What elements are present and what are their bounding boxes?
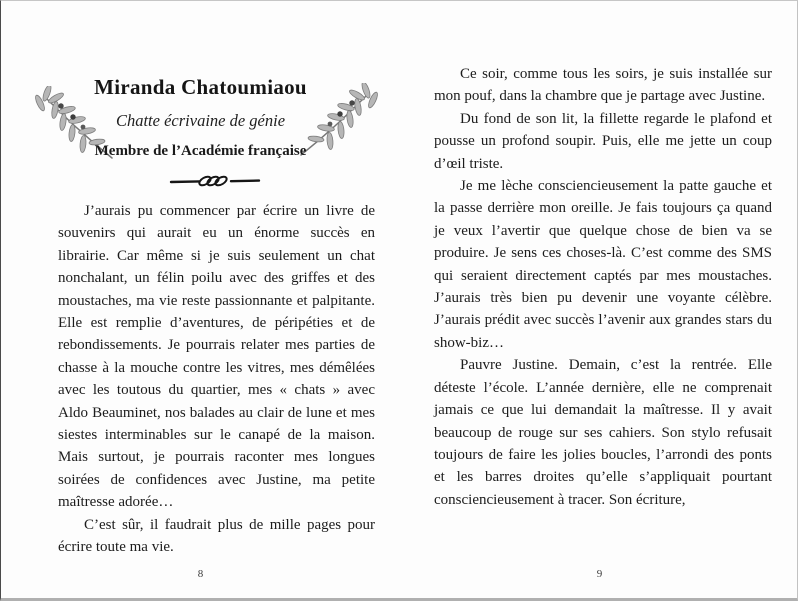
page-number-left: 8 xyxy=(197,568,204,580)
page-right xyxy=(400,1,798,601)
rope-twist-divider-icon xyxy=(169,173,261,189)
body-paragraph: J’aurais pu commencer par écrire un livre de souvenirs qui aurait eu un énorme succès en librairie. Car même si je suis seulement un chat nonchalant, un félin poilu avec des griffes et des moustaches, ma vie reste passionnante et palpitante. Elle est remplie d’aventures, de péripéties et de rebondissements. Je pourrais relater mes parties de chasse à la mouche contre les vitres, mes démêlées avec les toutous du quartier, mes « chats » avec Aldo Beauminet, nos balades au clair de lune et mes siestes interminables sur le canapé de la maison. Mais surtout, je pourrais raconter mes longues soirées de confidences avec Justine, ma petite maîtresse adorée… xyxy=(58,203,375,511)
body-paragraph: Je me lèche consciencieusement la patte gauche et la passe derrière mon oreille. Je fais toujours ça quand je veux l’avertir que quelque chose de bien va se produire. Je sens ces choses-là. C’est comme des SMS qui seraient directement captés par mes moustaches. J’aurais très bien pu devenir une voyante célèbre. J’aurais prédit avec succès l’avenir aux grandes stars du show-biz… xyxy=(434,178,772,351)
left-page-body xyxy=(58,200,375,559)
body-paragraph: Ce soir, comme tous les soirs, je suis installée sur mon pouf, dans la chambre que je partage avec Justine. xyxy=(434,66,772,105)
right-page-body xyxy=(434,63,772,511)
page-left xyxy=(1,1,400,601)
chapter-heading xyxy=(1,75,400,160)
body-paragraph: C’est sûr, il faudrait plus de mille pages pour écrire toute ma vie. xyxy=(58,516,375,556)
page-number-right: 9 xyxy=(596,568,603,580)
author-affiliation: Membre de l’Académie française xyxy=(94,143,307,159)
body-paragraph: Du fond de son lit, la fillette regarde le plafond et pousse un profond soupir. Puis, elle me jette un coup d’œil triste. xyxy=(434,110,772,172)
author-subtitle: Chatte écrivaine de génie xyxy=(115,111,286,130)
body-paragraph: Pauvre Justine. Demain, c’est la rentrée. Elle déteste l’école. L’année dernière, elle ne comprenait jamais ce que lui demandait la maîtresse. Il y avait beaucoup de rouge sur ses cahiers. Son stylo refusait toujours de faire les jolies boucles, l’arrondi des ponts et les barres droites qu’elle s’appliquait pourtant consciencieusement à tracer. Son écriture, xyxy=(434,357,772,508)
author-title: Miranda Chatoumiaou xyxy=(94,75,307,99)
